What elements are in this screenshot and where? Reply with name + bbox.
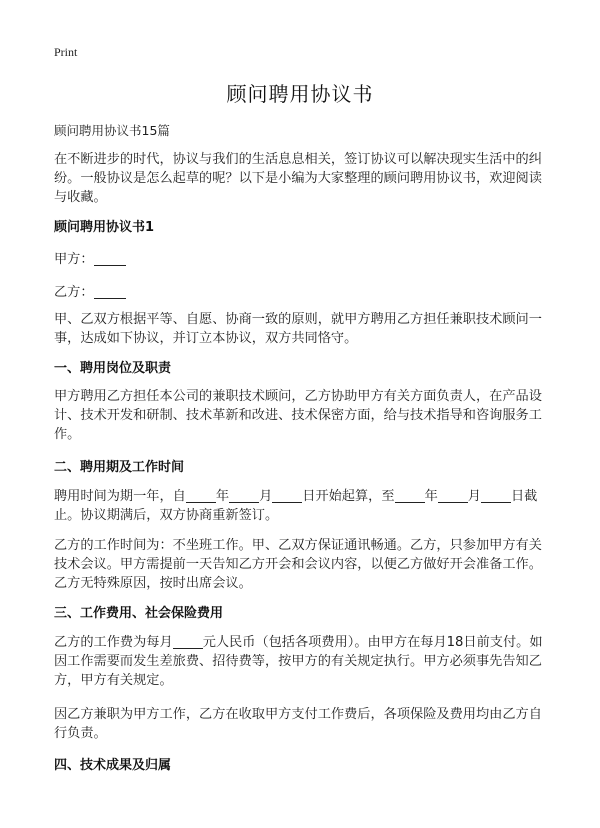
party-a-blank xyxy=(94,251,126,266)
end-month-blank xyxy=(438,488,468,503)
party-a-line xyxy=(54,250,550,269)
end-day-blank xyxy=(481,488,511,503)
document-subtitle: 顾问聘用协议书15篇 xyxy=(54,123,170,138)
start-day-blank xyxy=(272,488,302,503)
monthly-fee-blank xyxy=(173,634,203,649)
intro-paragraph: 在不断进步的时代，协议与我们的生活息息相关，签订协议可以解决现实生活中的纠纷。一般协议是怎么起草的呢？以下是小编为大家整理的顾问聘用协议书，欢迎阅读与收藏。 xyxy=(54,152,542,205)
end-year-blank xyxy=(395,488,425,503)
preamble-paragraph: 甲、乙双方根据平等、自愿、协商一致的原则，就甲方聘用乙方担任兼职技术顾问一事，达成如下协议，并订立本协议，双方共同恪守。 xyxy=(54,312,542,346)
clause-3-heading: 三、工作费用、社会保险费用 xyxy=(54,606,224,621)
clause-2-heading: 二、聘用期及工作时间 xyxy=(54,460,185,475)
clause-2-worktime-paragraph: 乙方的工作时间为：不坐班工作。甲、乙双方保证通讯畅通。乙方，只参加甲方有关技术会议。甲方需提前一天告知乙方开会和会议内容，以便乙方做好开会准备工作。乙方无特殊原因，按时出席会议。 xyxy=(54,538,542,591)
start-month-blank xyxy=(229,488,259,503)
party-a-label: 甲方： xyxy=(54,252,94,267)
print-label: Print xyxy=(54,45,78,59)
clause-4-heading: 四、技术成果及归属 xyxy=(54,758,172,773)
party-b-label: 乙方： xyxy=(54,285,94,300)
clause-1-paragraph: 甲方聘用乙方担任本公司的兼职技术顾问，乙方协助甲方有关方面负责人，在产品设计、技术开发和研制、技术革新和改进、技术保密方面，给与技术指导和咨询服务工作。 xyxy=(54,389,542,442)
party-b-blank xyxy=(94,284,126,299)
party-b-line xyxy=(54,283,550,302)
section-title: 顾问聘用协议书1 xyxy=(54,220,155,235)
clause-3-fee-paragraph: 乙方的工作费为每月 元人民币（包括各项费用）。由甲方在每月18日前支付。如因工作需要而发生差旅费、招待费等，按甲方的有关规定执行。甲方必须事先告知乙方，甲方有关规定。 xyxy=(54,635,543,688)
start-year-blank xyxy=(186,488,216,503)
clause-2-term-paragraph: 聘用时间为期一年，自 年 月 日开始起算，至 年 月 日截止。协议期满后，双方协商重新签订。 xyxy=(54,489,538,523)
document-title: 顾问聘用协议书 xyxy=(226,82,374,106)
clause-1-heading: 一、聘用岗位及职责 xyxy=(54,361,172,376)
clause-3-insurance-paragraph: 因乙方兼职为甲方工作，乙方在收取甲方支付工作费后，各项保险及费用均由乙方自行负责。 xyxy=(54,707,542,741)
